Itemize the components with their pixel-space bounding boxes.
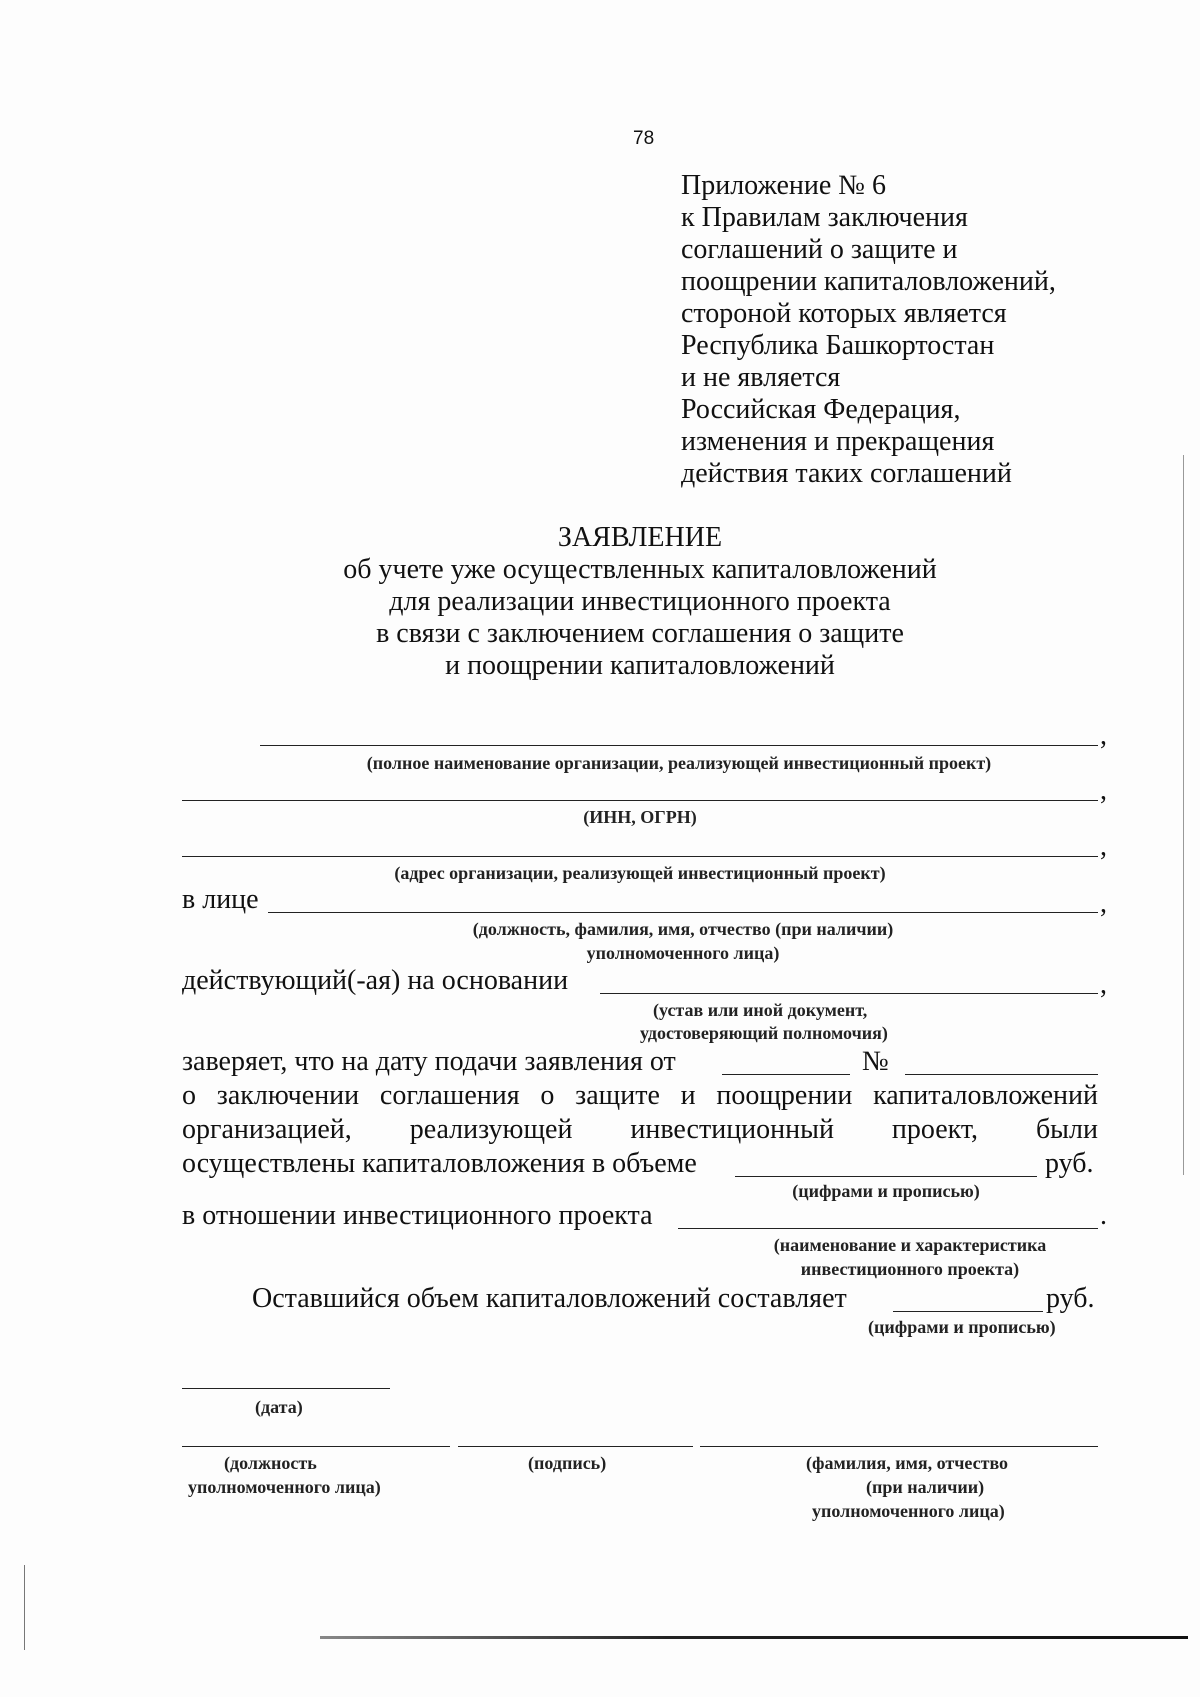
remaining-currency-label: руб. [1046,1283,1095,1314]
basis-document-field[interactable] [600,993,1098,994]
organization-line [182,1114,1098,1146]
project-label: в отношении инвестиционного проекта [182,1200,653,1231]
representative-hint: уполномоченного лица) [586,943,780,963]
inn-ogrn-field[interactable] [182,800,1098,801]
comma: , [1100,969,1107,1000]
appendix-line: к Правилам заключения [681,202,968,233]
number-sign: № [862,1046,889,1077]
scan-edge-left [24,1565,25,1650]
full-name-hint: (фамилия, имя, отчество [806,1453,1009,1473]
remaining-amount-hint: (цифрами и прописью) [868,1317,1056,1337]
comma: , [1100,888,1107,919]
inn-ogrn-hint: (ИНН, ОГРН) [583,807,697,827]
document-title [240,522,1040,682]
date-hint: (дата) [255,1397,303,1417]
volume-label: осуществлены капиталовложения в объеме [182,1148,697,1179]
comma: , [1100,720,1107,751]
scan-edge-right [1183,455,1184,1175]
word: инвестиционный [630,1114,834,1145]
word: реализующей [409,1114,573,1145]
word: проект, [891,1114,978,1145]
remaining-amount-field[interactable] [893,1311,1043,1312]
volume-amount-hint: (цифрами и прописью) [792,1181,980,1201]
comma: , [1100,831,1107,862]
project-name-hint: инвестиционного проекта) [800,1259,1020,1279]
basis-document-hint: удостоверяющий полномочия) [640,1023,888,1043]
remaining-volume-label: Оставшийся объем капиталовложений составляет [252,1283,847,1314]
agreement-line: о заключении соглашения о защите и поощрении капиталовложений [182,1080,1098,1111]
certifies-label: заверяет, что на дату подачи заявления от [182,1046,676,1077]
appendix-line: поощрении капиталовложений, [681,266,1056,297]
word: были [1035,1114,1098,1145]
application-date-field[interactable] [722,1074,850,1075]
application-number-field[interactable] [905,1074,1098,1075]
title-line: и поощрении капиталовложений [445,650,835,681]
date-field[interactable] [182,1388,390,1389]
title-heading: ЗАЯВЛЕНИЕ [557,522,723,553]
org-name-field[interactable] [260,745,1098,746]
position-field[interactable] [182,1446,450,1447]
representative-hint: (должность, фамилия, имя, отчество (при наличии) [472,919,894,939]
appendix-block [681,170,1056,490]
volume-amount-field[interactable] [735,1176,1037,1177]
currency-label: руб. [1045,1148,1094,1179]
title-line: для реализации инвестиционного проекта [389,586,891,617]
appendix-line: Приложение № 6 [681,170,886,201]
representative-field[interactable] [268,912,1098,913]
page-number: 78 [633,128,655,149]
word: организацией, [182,1114,352,1145]
appendix-line: изменения и прекращения [681,426,995,457]
represented-by-label: в лице [182,884,259,915]
title-line: в связи с заключением соглашения о защите [376,618,904,649]
period: . [1100,1200,1107,1231]
address-field[interactable] [182,856,1098,857]
org-name-hint: (полное наименование организации, реализующей инвестиционный проект) [366,753,992,773]
comma: , [1100,775,1107,806]
scan-bottom-bar [320,1636,1188,1639]
project-name-hint: (наименование и характеристика [773,1235,1047,1255]
appendix-line: стороной которых является [681,298,1007,329]
full-name-field[interactable] [700,1446,1098,1447]
basis-document-hint: (устав или иной документ, [653,1000,868,1020]
title-line: об учете уже осуществленных капиталовложений [343,554,937,585]
signature-hint: (подпись) [528,1453,607,1473]
acting-on-basis-label: действующий(-ая) на основании [182,965,569,996]
full-name-hint: уполномоченного лица) [812,1501,1005,1521]
appendix-line: соглашений о защите и [681,234,958,265]
full-name-hint: (при наличии) [866,1477,985,1497]
address-hint: (адрес организации, реализующей инвестиционный проект) [394,863,886,883]
appendix-line: Республика Башкортостан [681,330,995,361]
appendix-line: действия таких соглашений [681,458,1012,489]
position-hint: (должность [224,1453,317,1473]
signature-field[interactable] [458,1446,693,1447]
appendix-line: и не является [681,362,841,393]
project-name-field[interactable] [678,1228,1098,1229]
appendix-line: Российская Федерация, [681,394,961,425]
position-hint: уполномоченного лица) [188,1477,381,1497]
